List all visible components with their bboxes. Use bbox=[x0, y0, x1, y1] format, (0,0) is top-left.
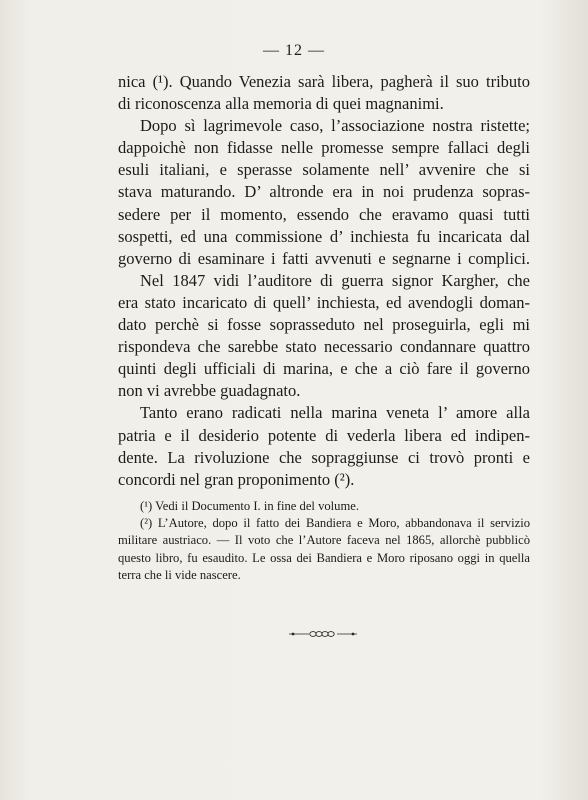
paragraph-2 bbox=[118, 115, 530, 270]
paragraph-4 bbox=[118, 402, 530, 490]
text-line: concordi nel gran proponimento (²). bbox=[118, 469, 355, 489]
text-line: esuli italiani, e sperasse solamente nell’ avvenire che si bbox=[118, 160, 530, 180]
text-line: governo di esaminare i fatti avvenuti e segnarne i complici. bbox=[118, 248, 530, 268]
text-line: sospetti, ed una commissione d’ inchiesta fu incaricata dal bbox=[118, 226, 530, 246]
text-line: era stato incaricato di quell’ inchiesta, ed avendogli doman- bbox=[118, 292, 530, 312]
footnote-1 bbox=[118, 498, 530, 515]
footnote-line: (²) L’Autore, dopo il fatto dei Bandiera e Moro, abbandonava il servizio bbox=[140, 516, 530, 531]
paragraph-3 bbox=[118, 270, 530, 403]
footnotes bbox=[118, 498, 530, 584]
footnote-line: terra che li vide nascere. bbox=[118, 567, 241, 582]
footnote-line: questo libro, fu esaudito. Le ossa dei Bandiera e Moro riposano oggi in quella bbox=[118, 550, 530, 565]
text-line: Nel 1847 vidi l’auditore di guerra signor Kargher, che bbox=[140, 270, 530, 290]
page-number: — 12 — bbox=[263, 42, 325, 59]
text-line: dappoichè non fidasse nelle promesse sempre fallaci degli bbox=[118, 138, 530, 158]
text-line: non vi avrebbe guadagnato. bbox=[118, 381, 301, 401]
page-header bbox=[0, 42, 588, 60]
text-line: rispondeva che sarebbe stato necessario condannare quattro bbox=[118, 337, 530, 357]
footnote-2 bbox=[118, 515, 530, 584]
main-text bbox=[118, 71, 530, 491]
text-line: stava maturando. D’ altronde era in noi prudenza sopras- bbox=[118, 182, 530, 202]
text-line: sedere per il momento, essendo che eravamo quasi tutti bbox=[118, 204, 530, 224]
paragraph-1 bbox=[118, 71, 530, 115]
text-line: dato perchè si fosse soprasseduto nel proseguirla, egli mi bbox=[118, 315, 530, 335]
tailpiece-ornament-icon bbox=[289, 626, 357, 644]
text-line: di riconoscenza alla memoria di quei magnanimi. bbox=[118, 94, 444, 114]
footnote-line: militare austriaco. — Il voto che l’Autore faceva nel 1865, allorchè pubblicò bbox=[118, 533, 530, 548]
text-line: Tanto erano radicati nella marina veneta l’ amore alla bbox=[140, 403, 530, 423]
text-line: nica (¹). Quando Venezia sarà libera, pagherà il suo tributo bbox=[118, 72, 530, 91]
text-line: patria e il desiderio potente di vederla libera ed indipen- bbox=[118, 425, 530, 445]
footnote-line: (¹) Vedi il Documento I. in fine del volume. bbox=[140, 499, 359, 513]
text-line: dente. La rivoluzione che sopraggiunse ci trovò pronti e bbox=[118, 447, 530, 467]
text-line: quinti degli ufficiali di marina, e che a ciò fare il governo bbox=[118, 359, 530, 379]
text-line: Dopo sì lagrimevole caso, l’associazione nostra ristette; bbox=[140, 116, 530, 136]
